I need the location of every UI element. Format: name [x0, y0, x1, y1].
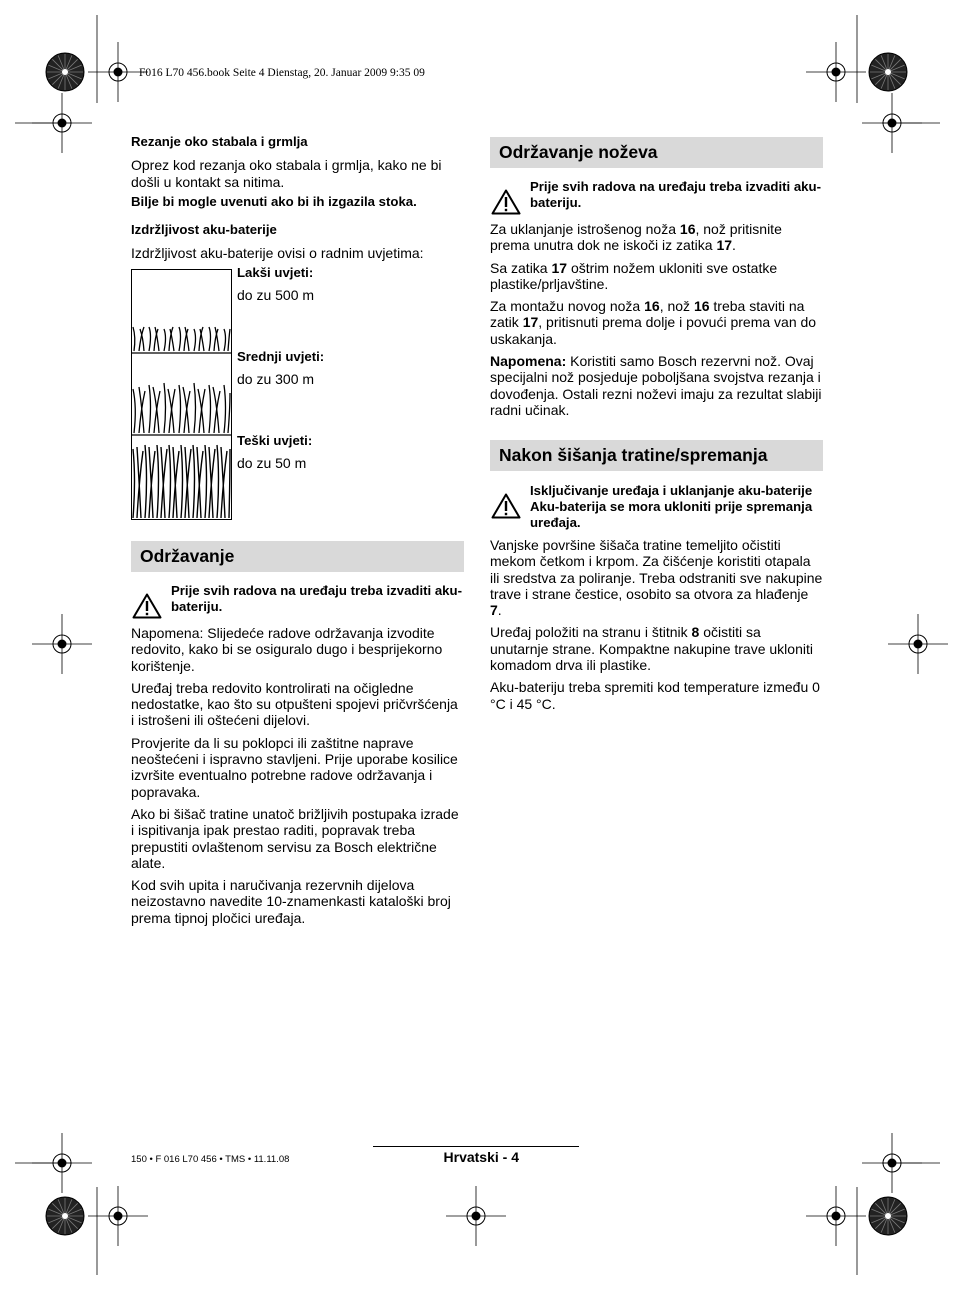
paragraph: Izdržljivost aku-baterije ovisi o radnim uvjetima:: [131, 245, 424, 262]
warning-text: Isključivanje uređaja i uklanjanje aku-baterije Aku-baterija se mora ukloniti prije spremanja uređaja.: [530, 483, 813, 530]
condition-medium: [237, 349, 324, 388]
paragraph: Uređaj treba redovito kontrolirati na očigledne nedostatke, kao što su otpušteni spojevi pričvršćenja i istrošeni ili oštećeni dijelovi.: [131, 679, 458, 729]
paragraph: Kod svih upita i naručivanja rezervnih dijelova neizostavno navedite 10-znamenkasti kataloški broj prema tipnoj pločici uređaja.: [131, 877, 451, 926]
condition-label: Srednji uvjeti:: [237, 349, 325, 364]
condition-heavy: [237, 433, 312, 472]
paragraph: Ako bi šišač tratine unatoč brižljivih postupaka izrade i ispitivanja ipak prestao raditi, popravak treba prepustiti ovlaštenom servisu za Bosch električne alate.: [131, 805, 459, 871]
paragraph: Za uklanjanje istrošenog noža 16, nož pritisnite prema unutra dok ne iskoči iz zatika 17.: [490, 221, 782, 254]
paragraph: Za montažu novog noža 16, nož 16 treba staviti na zatik 17, pritisnuti prema dolje i povući prema van do uskakanja.: [490, 298, 817, 347]
right-column: [490, 137, 823, 424]
condition-label: Teški uvjeti:: [237, 433, 313, 448]
maintenance-section: [131, 541, 464, 932]
subheading-trees: Rezanje oko stabala i grmlja: [131, 134, 308, 149]
warning-box: [490, 179, 823, 215]
paragraph: Aku-bateriju treba spremiti kod temperature između 0 °C i 45 °C.: [490, 679, 820, 712]
section-title-storage: Nakon šišanja tratine/spremanja: [490, 440, 823, 471]
paragraph: Vanjske površine šišača tratine temeljito očistiti mekom četkom i krpom. Za čišćenje koristiti otapala ili sredstva za poliranje. Treba odstraniti sve nakupine trave i strane čestice, osobito sa otvora za hlađenje 7.: [490, 537, 823, 619]
after-mowing-section: [490, 440, 823, 718]
warning-text: Prije svih radova na uređaju treba izvaditi aku-bateriju.: [530, 179, 821, 210]
page-number: Hrvatski - 4: [443, 1149, 519, 1165]
print-header: F016 L70 456.book Seite 4 Dienstag, 20. Januar 2009 9:35 09: [139, 67, 425, 79]
paragraph-bold: Bilje bi mogle uvenuti ako bi ih izgazila stoka.: [131, 193, 417, 209]
condition-label: Lakši uvjeti:: [237, 265, 314, 280]
warning-triangle-icon: [132, 593, 162, 619]
warning-triangle-icon: [491, 189, 521, 215]
condition-light: [237, 265, 314, 304]
warning-box: [131, 583, 464, 619]
print-code: 150 • F 016 L70 456 • TMS • 11.11.08: [131, 1154, 290, 1165]
warning-triangle-icon: [491, 493, 521, 519]
condition-value: do zu 50 m: [237, 455, 307, 472]
paragraph: Oprez kod rezanja oko stabala i grmlja, kako ne bi došli u kontakt sa nitima.: [131, 157, 442, 190]
paragraph: Provjerite da li su poklopci ili zaštitne naprave neoštećeni i ispravno stavljeni. Prije uporabe kosilice izvršite eventualno potrebne radove održavanja i popravaka.: [131, 734, 458, 800]
warning-box: [490, 483, 823, 531]
paragraph: Sa zatika 17 oštrim nožem ukloniti sve ostatke plastike/prljavštine.: [490, 259, 778, 292]
paragraph: Uređaj položiti na stranu i štitnik 8 očistiti sa unutarnje strane. Kompaktne nakupine trave ukloniti komadom drva ili plastike.: [490, 624, 813, 674]
section-title-blades: Održavanje noževa: [490, 137, 823, 168]
paragraph: Napomena: Koristiti samo Bosch rezervni nož. Ovaj specijalni nož posjeduje poboljšana svojstva rezanja i dovođenja. Ostali rezni noževi imaju za rezultat slabiji radni učinak.: [490, 353, 822, 418]
grass-images: [131, 269, 232, 520]
subheading-battery: Izdržljivost aku-baterije: [131, 222, 277, 238]
section-title-maintenance: Održavanje: [131, 541, 464, 572]
left-column: [131, 134, 464, 268]
footer-rule: [373, 1146, 579, 1147]
warning-text: Prije svih radova na uređaju treba izvaditi aku-bateriju.: [171, 583, 462, 614]
condition-value: do zu 300 m: [237, 371, 315, 388]
paragraph: Napomena: Slijedeće radove održavanja izvodite redovito, kako bi se osiguralo dugo i besprijekorno korištenje.: [131, 625, 443, 674]
condition-value: do zu 500 m: [237, 287, 315, 304]
